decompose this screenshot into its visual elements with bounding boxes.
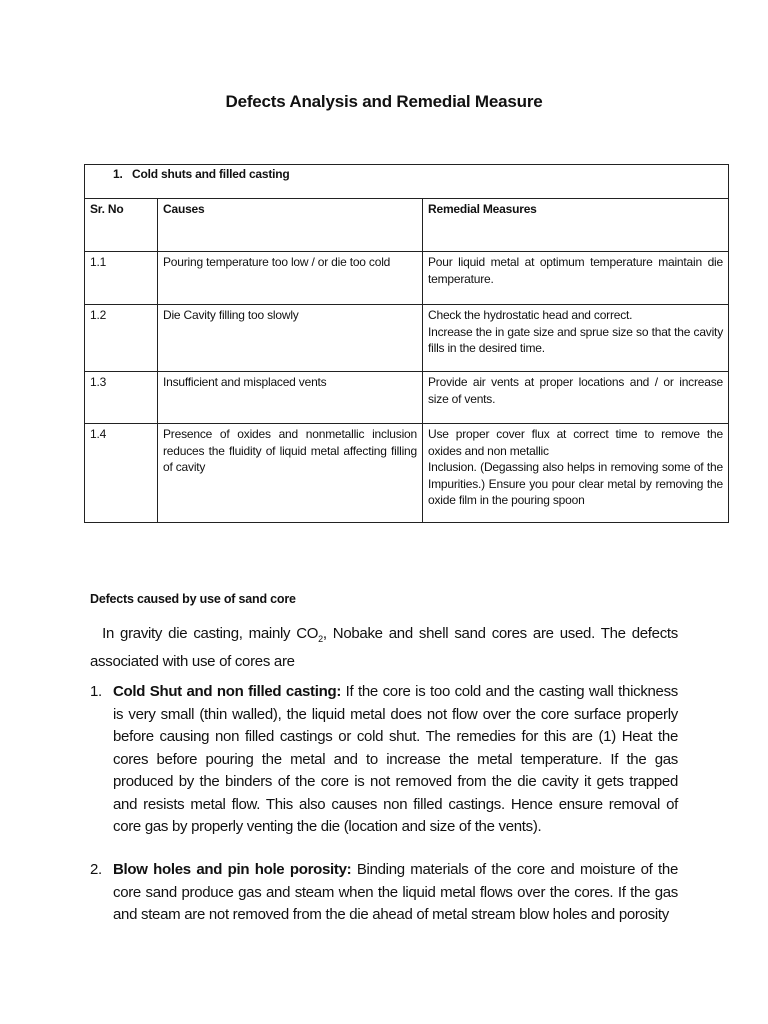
intro-subscript: 2 [318,634,323,644]
document-title: Defects Analysis and Remedial Measure [225,92,543,111]
list-item [90,681,678,839]
table-header-row [85,199,729,252]
list-item-text: If the core is too cold and the casting wall thickness is very small (thin walled), the liquid metal does not flow over the core surface properly before causing non filled castings or cold shut. The remedies for this are (1) Heat the cores before pouring the metal and to increase the metal temperature. If the gas produced by the binders of the core is not removed from the die cavity it gets trapped and resists metal flow. This also causes non filled castings. Hence ensure removal of core gas by properly venting the die (location and size of the vents). [113,683,678,835]
remedy-line: Inclusion. (Degassing also helps in removing some of the Impurities.) Ensure you pour clear metal by removing the oxide film in the pouring spoon [428,460,723,507]
section-number: 1. [113,167,123,181]
intro-text-part2: , Nobake and shell sand cores are used. The defects associated with use of cores are [90,625,678,670]
sand-core-intro [90,623,678,673]
row-sr-no: 1.3 [85,372,158,424]
defects-table [84,164,729,523]
header-remedial-measures: Remedial Measures [423,199,729,252]
section-title: Cold shuts and filled casting [132,167,290,181]
header-sr-no: Sr. No [85,199,158,252]
row-remedy [423,424,729,523]
list-item-title: Cold Shut and non filled casting: [113,683,342,700]
table-row [85,372,729,424]
row-sr-no: 1.2 [85,305,158,372]
intro-text-part1: In gravity die casting, mainly CO [102,625,319,642]
remedy-line: Use proper cover flux at correct time to remove the oxides and non metallic [428,427,723,458]
sand-core-heading: Defects caused by use of sand core [90,592,296,606]
row-cause: Presence of oxides and nonmetallic inclusion reduces the fluidity of liquid metal affecting filling of cavity [158,424,423,523]
list-item-text: Binding materials of the core and moisture of the core sand produce gas and steam when the liquid metal flows over the cores. If the gas and steam are not removed from the die ahead of metal stream blow holes and porosity [113,861,678,923]
table-row [85,305,729,372]
header-causes: Causes [158,199,423,252]
row-remedy: Pour liquid metal at optimum temperature maintain die temperature. [423,252,729,305]
table-section-title [85,165,729,199]
list-item-body [113,681,678,839]
table-section-row [85,165,729,199]
row-sr-no: 1.4 [85,424,158,523]
table-row [85,252,729,305]
list-item-number: 2. [90,861,102,878]
remedy-line: Increase the in gate size and sprue size so that the cavity fills in the desired time. [428,324,723,355]
row-cause: Pouring temperature too low / or die too cold [158,252,423,305]
list-item-title: Blow holes and pin hole porosity: [113,861,352,878]
row-remedy: Provide air vents at proper locations and / or increase size of vents. [423,372,729,424]
list-item-number: 1. [90,683,102,700]
row-cause: Insufficient and misplaced vents [158,372,423,424]
list-item-body [113,859,678,927]
row-sr-no: 1.1 [85,252,158,305]
row-cause: Die Cavity filling too slowly [158,305,423,372]
list-item [90,859,678,927]
row-remedy [423,305,729,372]
table-row [85,424,729,523]
remedy-line: Check the hydrostatic head and correct. [428,308,633,322]
